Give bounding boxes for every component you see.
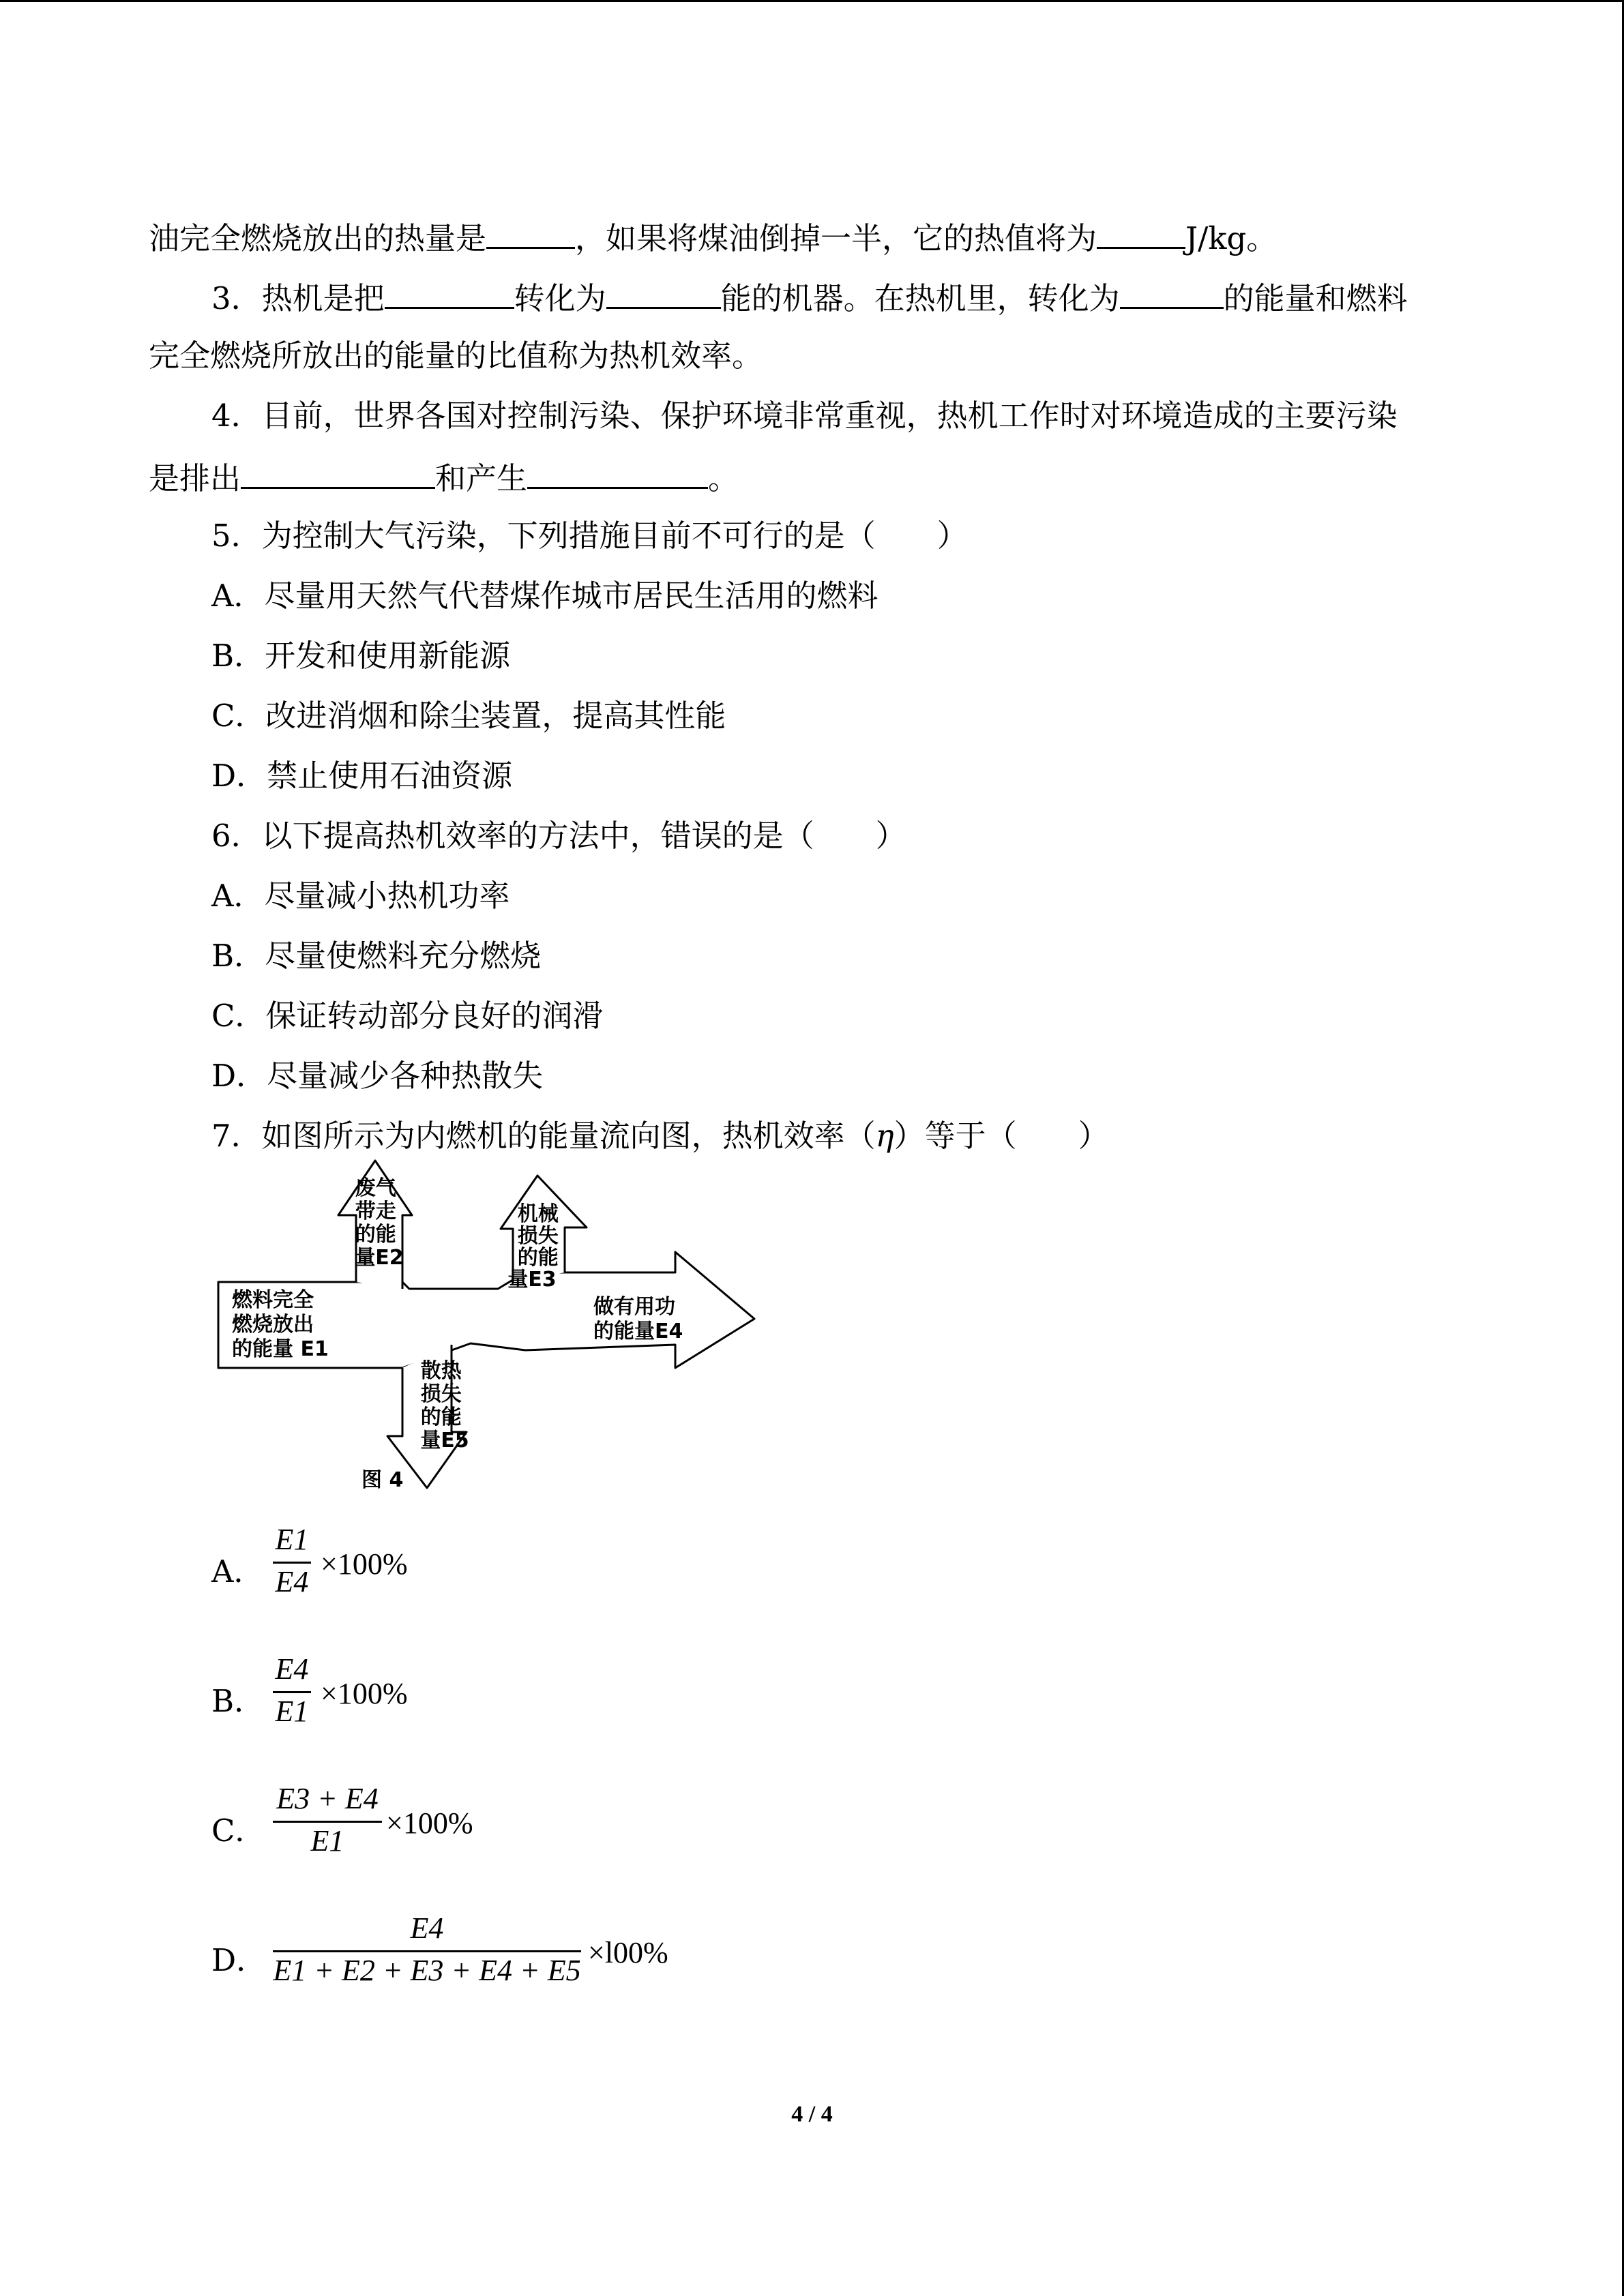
q7-option-d-label[interactable]: D． — [211, 1942, 267, 1978]
q7-option-c-percent: ×100% — [386, 1806, 473, 1840]
q2-text-a: 油完全燃烧放出的热量是 — [149, 220, 487, 256]
q7-eta-symbol: η — [875, 1118, 894, 1154]
e4-label: 做有用功 的能量E4 — [593, 1295, 683, 1343]
q2-tail-line — [149, 215, 1277, 259]
q3-blank-2[interactable] — [606, 275, 721, 309]
q7-option-a-numerator: E1 — [275, 1523, 309, 1556]
fraction-bar — [273, 1821, 382, 1823]
q4-text-a: 是排出 — [149, 460, 241, 496]
q7-option-c-numerator: E3 + E4 — [276, 1782, 379, 1815]
fraction-bar — [273, 1562, 311, 1564]
q7-option-b-numerator: E4 — [275, 1652, 309, 1686]
q4-line-2 — [149, 456, 739, 499]
e2-label: 废气 带走 的能 量E2 — [355, 1176, 404, 1270]
q7-option-c-denominator: E1 — [310, 1824, 344, 1858]
q2-text-c: J/kg。 — [1185, 220, 1278, 256]
q7-stem-a: 7．如图所示为内燃机的能量流向图，热机效率（ — [211, 1118, 876, 1154]
q7-option-c-label[interactable]: C． — [211, 1813, 266, 1849]
q5-stem: 5．为控制大气污染，下列措施目前不可行的是（ ） — [211, 518, 968, 554]
e1-label: 燃料完全 燃烧放出 的能量 E1 — [232, 1288, 329, 1361]
q5-option-d[interactable]: D．禁止使用石油资源 — [211, 758, 513, 794]
q6-option-c[interactable]: C．保证转动部分良好的润滑 — [211, 998, 604, 1034]
q6-option-a[interactable]: A．尽量减小热机功率 — [211, 878, 510, 914]
q5-option-b[interactable]: B．开发和使用新能源 — [211, 638, 511, 674]
q2-text-b: ，如果将煤油倒掉一半，它的热值将为 — [575, 220, 1097, 256]
q7-option-b-denominator: E1 — [275, 1695, 309, 1728]
q7-option-d-numerator: E4 — [410, 1911, 444, 1945]
q3-blank-1[interactable] — [385, 275, 514, 309]
q6-option-d[interactable]: D．尽量减少各种热散失 — [211, 1058, 544, 1094]
q7-option-b-label[interactable]: B． — [211, 1683, 265, 1719]
fraction-bar — [273, 1950, 581, 1952]
q7-option-a-denominator: E4 — [275, 1565, 309, 1598]
q5-option-c[interactable]: C．改进消烟和除尘装置，提高其性能 — [211, 698, 726, 734]
q3-line-2: 完全燃烧所放出的能量的比值称为热机效率。 — [149, 338, 763, 374]
q4-blank-1[interactable] — [241, 456, 435, 489]
q7-option-d-fraction — [273, 1911, 581, 1999]
q7-option-b-percent: ×100% — [321, 1677, 408, 1710]
q2-blank-heat[interactable] — [486, 215, 575, 249]
q3-blank-3[interactable] — [1120, 275, 1224, 309]
q6-option-b[interactable]: B．尽量使燃料充分燃烧 — [211, 938, 542, 974]
q7-stem — [211, 1116, 1109, 1157]
figure-caption: 图 4 — [361, 1468, 404, 1492]
q7-stem-b: ）等于（ ） — [894, 1118, 1109, 1154]
q7-option-a-fraction — [273, 1522, 311, 1611]
q3-text-a: 3．热机是把 — [211, 280, 385, 316]
q7-option-b-fraction — [273, 1652, 311, 1740]
q4-line-1: 4．目前，世界各国对控制污染、保护环境非常重视，热机工作时对环境造成的主要污染 — [211, 398, 1398, 434]
q3-text-c: 能的机器。在热机里，转化为 — [720, 280, 1120, 316]
fraction-bar — [273, 1691, 311, 1693]
q3-text-b: 转化为 — [514, 280, 606, 316]
q7-option-a-percent: ×100% — [321, 1547, 408, 1581]
page-number: 4 / 4 — [791, 2102, 833, 2127]
q5-option-a[interactable]: A．尽量用天然气代替煤作城市居民生活用的燃料 — [211, 578, 879, 614]
q3-text-d: 的能量和燃料 — [1223, 280, 1408, 316]
q7-option-d-percent: ×l00% — [588, 1936, 668, 1969]
q4-text-b: 和产生 — [435, 460, 528, 496]
q3-line-1 — [211, 275, 1408, 319]
q4-text-c: 。 — [708, 460, 739, 496]
q7-option-a-label[interactable]: A． — [211, 1553, 265, 1590]
e5-label: 散热 损失 的能 量E5 — [420, 1359, 469, 1452]
energy-flow-diagram — [205, 1152, 771, 1507]
q7-option-c-fraction — [273, 1781, 382, 1870]
e3-label: 机械 损失 的能 量E3 — [507, 1202, 559, 1292]
q4-blank-2[interactable] — [527, 456, 708, 489]
q7-option-d-denominator: E1 + E2 + E3 + E4 + E5 — [273, 1954, 581, 1987]
q2-blank-value[interactable] — [1097, 215, 1185, 249]
q6-stem: 6．以下提高热机效率的方法中，错误的是（ ） — [211, 818, 906, 854]
